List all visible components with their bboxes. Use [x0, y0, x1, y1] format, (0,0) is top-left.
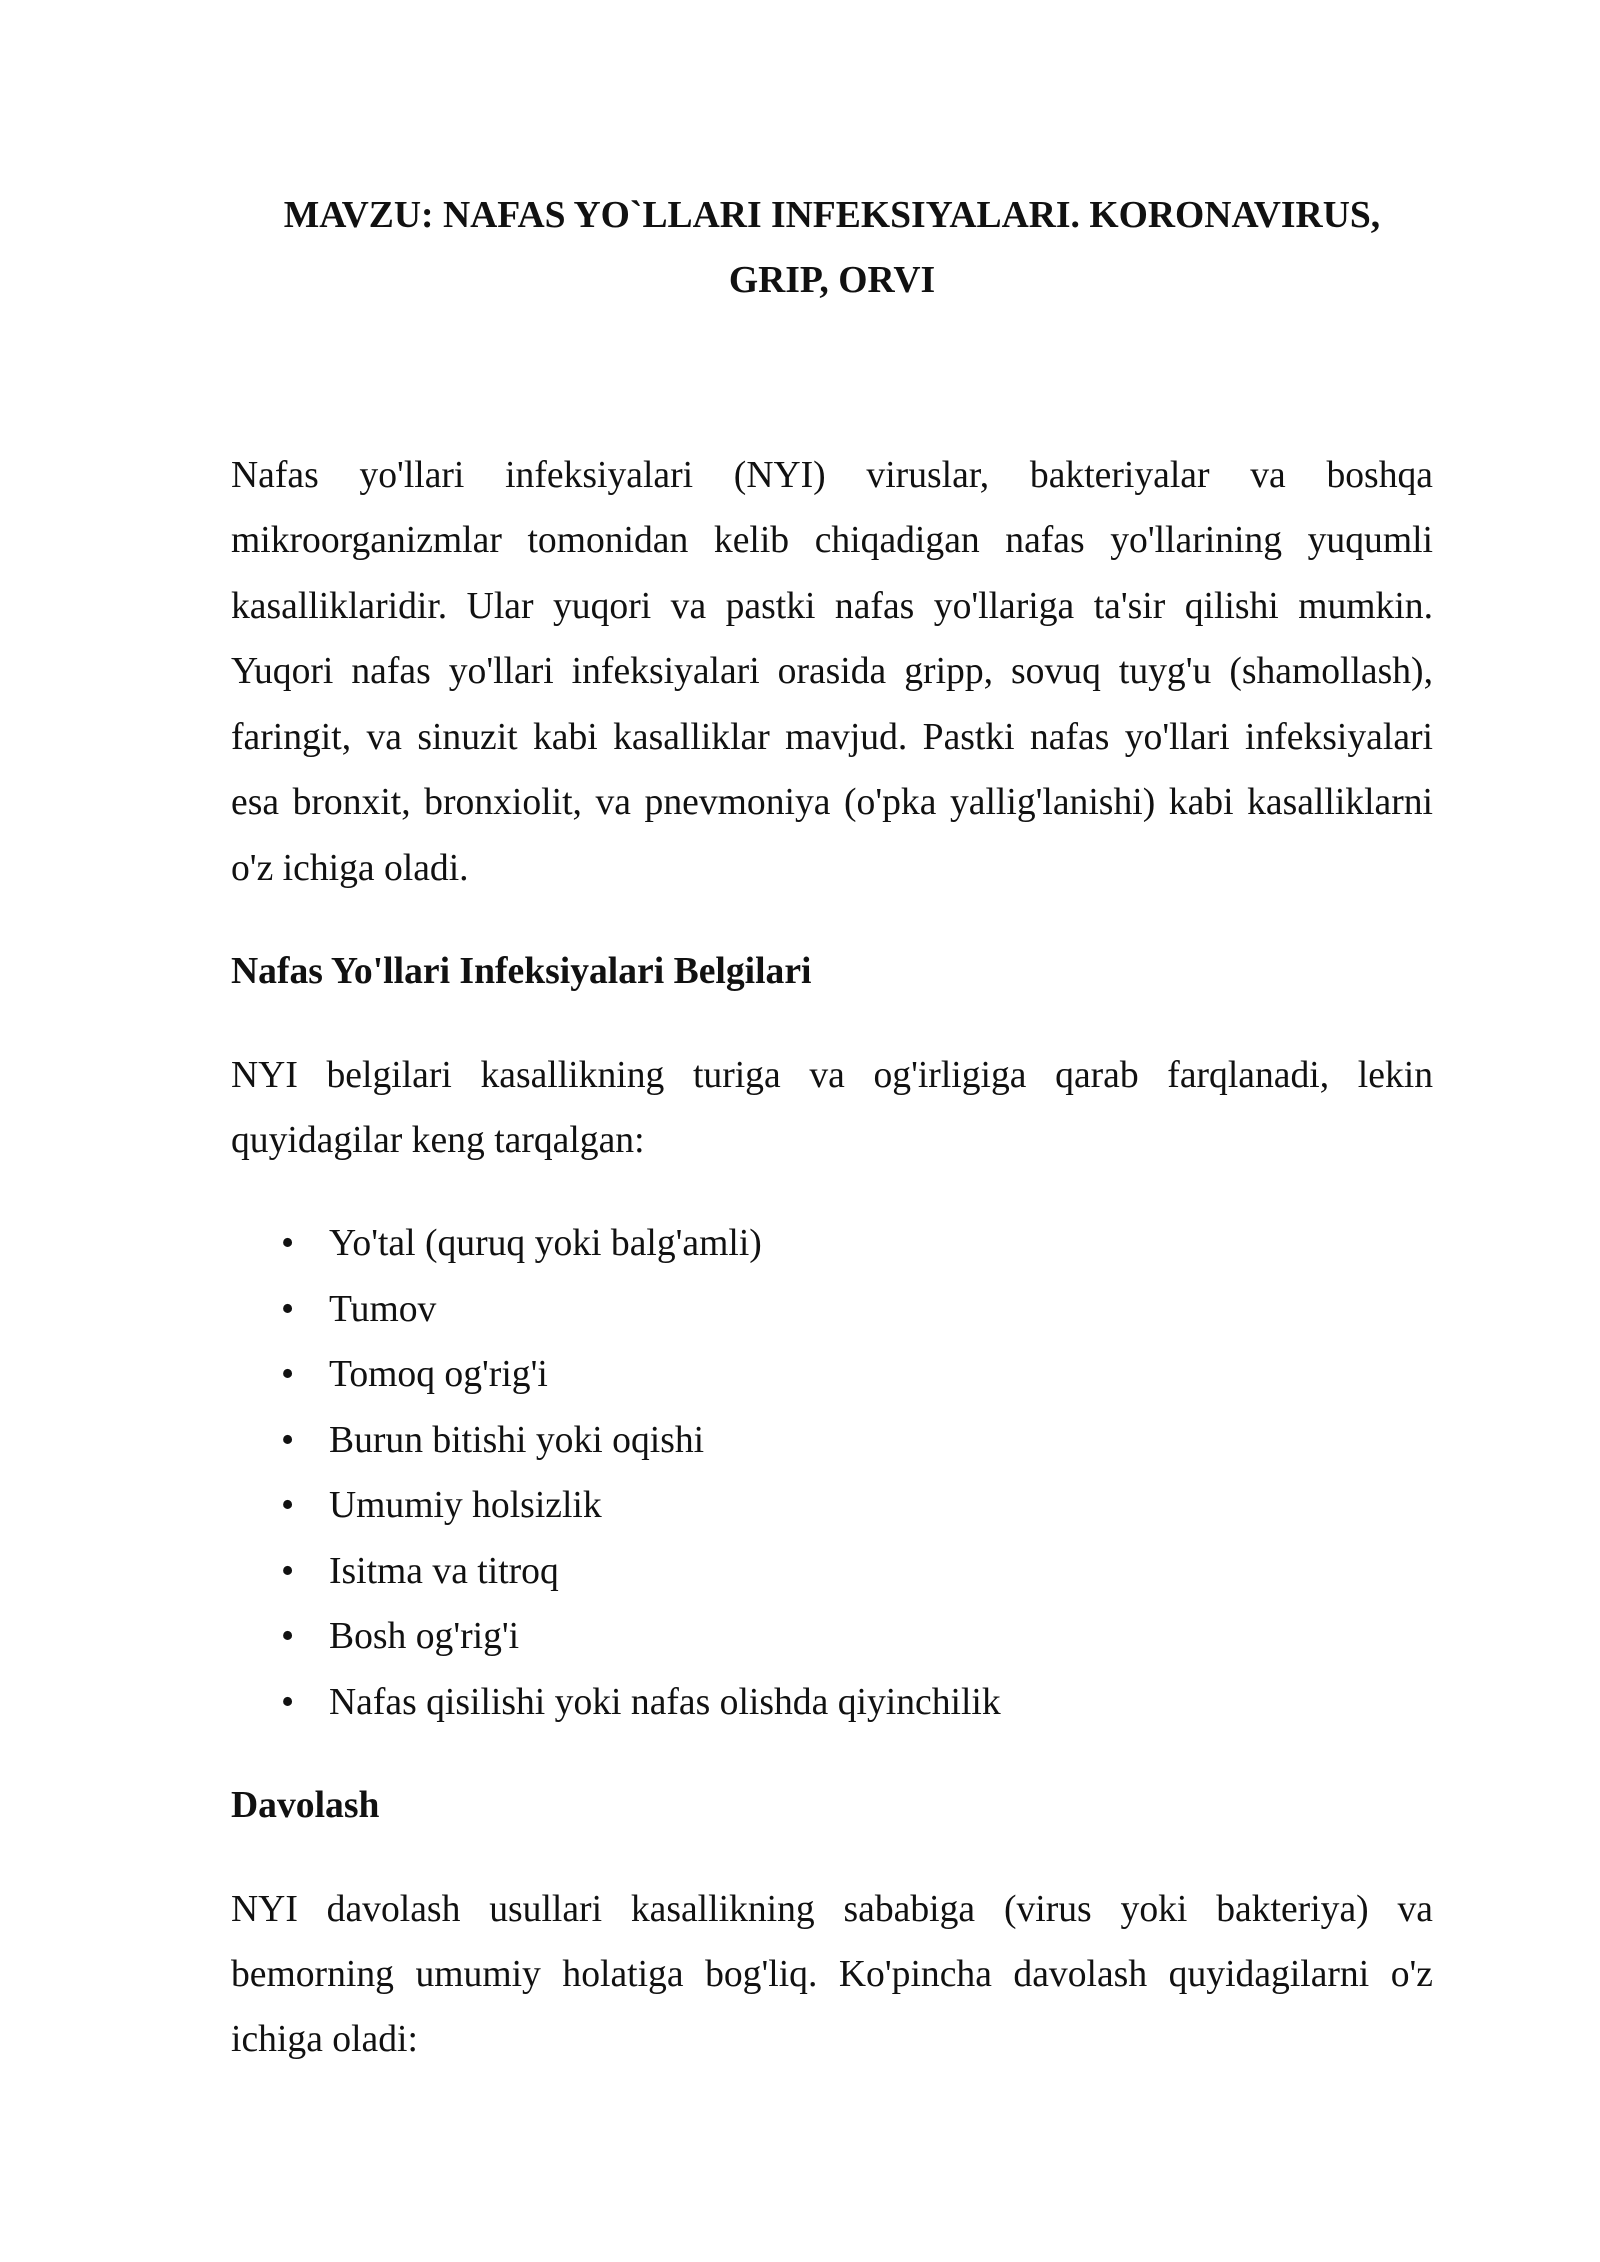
- list-item-text: Tumov: [329, 1287, 437, 1330]
- list-item: [231, 1342, 1433, 1407]
- list-item-text: Burun bitishi yoki oqishi: [329, 1418, 705, 1461]
- page-title: MAVZU: NAFAS YO`LLARI INFEKSIYALARI. KORONAVIRUS, GRIP, ORVI: [283, 193, 1381, 302]
- list-item-text: Bosh og'rig'i: [329, 1615, 520, 1658]
- bullet-icon: [281, 1342, 294, 1407]
- bullet-icon: [281, 1670, 294, 1735]
- bullet-icon: [281, 1211, 294, 1276]
- list-item: [231, 1539, 1433, 1604]
- bullet-icon: [281, 1277, 294, 1342]
- list-item: [231, 1211, 1433, 1276]
- list-item: [231, 1670, 1433, 1735]
- treatment-intro-paragraph: NYI davolash usullari kasallikning sababiga (virus yoki bakteriya) va bemorning umumiy holatiga bog'liq. Ko'pincha davolash quyidagilarni o'z ichiga oladi:: [231, 1887, 1433, 2061]
- bullet-icon: [281, 1539, 294, 1604]
- bullet-icon: [281, 1473, 294, 1538]
- list-item: [231, 1604, 1433, 1669]
- list-item-text: Yo'tal (quruq yoki balg'amli): [329, 1222, 762, 1265]
- bullet-icon: [281, 1604, 294, 1669]
- list-item-text: Tomoq og'rig'i: [329, 1353, 548, 1396]
- symptoms-list: [231, 1211, 1433, 1735]
- symptoms-heading: Nafas Yo'llari Infeksiyalari Belgilari: [231, 950, 812, 993]
- list-item-text: Nafas qisilishi yoki nafas olishda qiyinchilik: [329, 1680, 1001, 1723]
- intro-paragraph: Nafas yo'llari infeksiyalari (NYI) viruslar, bakteriyalar va boshqa mikroorganizmlar tomonidan kelib chiqadigan nafas yo'llarining yuqumli kasalliklaridir. Ular yuqori va pastki nafas yo'llariga ta'sir qilishi mumkin. Yuqori nafas yo'llari infeksiyalari orasida gripp, sovuq tuyg'u (shamollash), faringit, va sinuzit kabi kasalliklar mavjud. Pastki nafas yo'llari infeksiyalari esa bronxit, bronxiolit, va pnevmoniya (o'pka yallig'lanishi) kabi kasalliklarni o'z ichiga oladi.: [231, 453, 1433, 889]
- bullet-icon: [281, 1408, 294, 1473]
- symptoms-intro-paragraph: NYI belgilari kasallikning turiga va og'irligiga qarab farqlanadi, lekin quyidagilar keng tarqalgan:: [231, 1053, 1433, 1161]
- list-item: [231, 1277, 1433, 1342]
- document-body: [231, 183, 1433, 2111]
- treatment-heading: Davolash: [231, 1784, 380, 1827]
- list-item: [231, 1473, 1433, 1538]
- list-item: [231, 1408, 1433, 1473]
- list-item-text: Umumiy holsizlik: [329, 1484, 602, 1527]
- list-item-text: Isitma va titroq: [329, 1549, 559, 1592]
